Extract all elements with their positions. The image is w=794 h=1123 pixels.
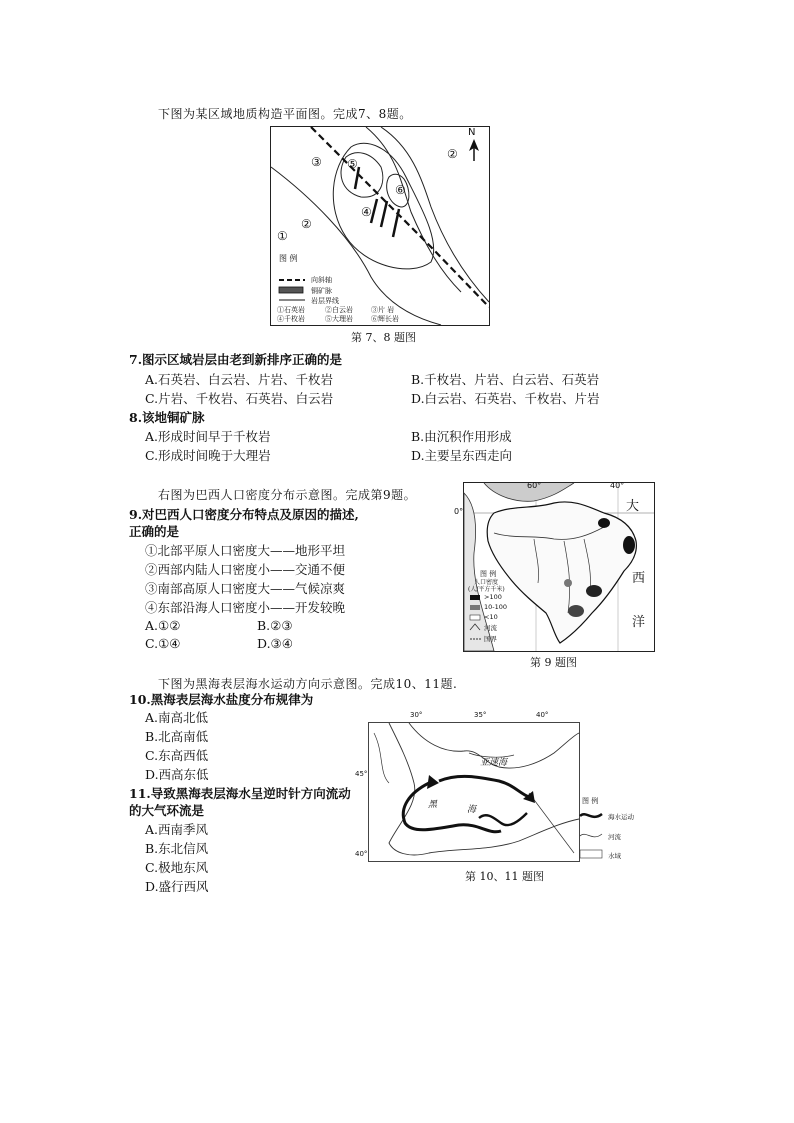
legend-unit: (人/平方千米) (468, 586, 505, 593)
q11-option-d: D.盛行西风 (145, 879, 209, 894)
q11-stem-line2: 的大气环流是 (129, 803, 205, 818)
q9-option-b: B.②③ (257, 618, 293, 633)
black-sea-label-1: 黑 (428, 800, 438, 810)
legend-high-label: >100 (484, 593, 502, 601)
q9-option-c: C.①④ (145, 636, 181, 651)
lon-label-40: 40° (610, 481, 625, 490)
legend-syncline-label: 向斜轴 (311, 276, 332, 284)
legend-river-symbol (580, 834, 602, 837)
q7-option-d: D.白云岩、石英岩、千枚岩、片岩 (411, 391, 600, 406)
q8-option-a: A.形成时间早于千枚岩 (145, 429, 271, 444)
legend-high-symbol (470, 595, 480, 600)
legend-current-symbol (580, 814, 602, 817)
current-arrow-east (439, 776, 529, 797)
legend-border-label: 国界 (484, 635, 497, 643)
lat-label-0: 0° (454, 507, 464, 516)
q11-stem-line1: 11.导致黑海表层海水呈逆时针方向流动 (129, 786, 351, 801)
q10-option-a: A.南高北低 (145, 710, 209, 725)
density-high-southeast (586, 585, 602, 597)
q7-stem: 7.图示区域岩层由老到新排序正确的是 (129, 352, 343, 367)
zone-label: ② (301, 217, 312, 231)
legend-copper-label: 铜矿脉 (311, 287, 332, 295)
legend-water-symbol (580, 850, 602, 858)
current-arrow-west (403, 783, 501, 832)
sea-legend-symbols (578, 808, 606, 868)
zone-label: ④ (361, 205, 372, 219)
black-sea-label-2: 海 (467, 805, 477, 815)
q11-option-b: B.东北信风 (145, 841, 209, 856)
q9-statement-2: ②西部内陆人口密度小——交通不便 (145, 562, 346, 577)
river (529, 793, 574, 853)
legend-rock: ⑤大理岩 (325, 315, 353, 323)
legend-copper-symbol (279, 287, 303, 293)
lon-label-30: 30° (410, 711, 423, 719)
river (374, 733, 389, 783)
intro-10-11: 下图为黑海表层海水运动方向示意图。完成10、11题. (158, 677, 458, 691)
brazil-outline (487, 502, 636, 643)
density-high-north (598, 518, 610, 528)
current-arrow-south (479, 813, 527, 825)
sea-legend-title: 图 例 (582, 797, 599, 805)
syncline-axis (311, 127, 489, 307)
sea-map-caption: 第 10、11 题图 (465, 870, 544, 883)
q7-option-a: A.石英岩、白云岩、片岩、千枚岩 (145, 372, 334, 387)
rock-boundary-outer (271, 167, 441, 325)
q9-statement-4: ④东部沿海人口密度小——开发较晚 (145, 600, 346, 615)
sea-legend-water: 水域 (608, 852, 621, 860)
legend-rock: ⑥辉长岩 (371, 315, 399, 323)
zone-label: ⑤ (347, 157, 358, 171)
legend-low-symbol (470, 615, 480, 620)
legend-river-label: 河流 (484, 624, 497, 632)
q9-statement-1: ①北部平原人口密度大——地形平坦 (145, 543, 346, 558)
copper-vein (371, 199, 377, 223)
legend-subtitle: 人口密度 (474, 579, 499, 586)
q7-option-c: C.片岩、千枚岩、石英岩、白云岩 (145, 391, 334, 406)
q9-option-d: D.③④ (257, 636, 293, 651)
density-high-northeast (623, 536, 635, 554)
zone-label: ⑥ (395, 183, 406, 197)
legend-boundary-label: 岩层界线 (311, 297, 339, 305)
legend-mid-symbol (470, 605, 480, 610)
geology-map (270, 126, 490, 326)
current-arrowhead (427, 775, 439, 789)
legend-title: 图 例 (480, 570, 497, 578)
density-mid (564, 579, 572, 587)
legend-title: 图 例 (279, 254, 298, 263)
q11-option-a: A.西南季风 (145, 822, 209, 837)
ocean-label: 西 (632, 571, 646, 586)
sea-legend-current: 海水运动 (608, 813, 634, 821)
q9-statement-3: ③南部高原人口密度大——气候凉爽 (145, 581, 346, 596)
lat-label-45: 45° (355, 770, 368, 778)
zone-label: ② (447, 147, 458, 161)
current-arrowhead (523, 791, 535, 803)
q8-option-c: C.形成时间晚于大理岩 (145, 448, 271, 463)
legend-rock: ④千枚岩 (277, 315, 305, 323)
q9-option-a: A.①② (145, 618, 181, 633)
q10-option-c: C.东高西低 (145, 748, 209, 763)
legend-mid-label: 10-100 (484, 603, 508, 611)
q9-stem-line1: 9.对巴西人口密度分布特点及原因的描述, (129, 507, 359, 522)
q10-option-b: B.北高南低 (145, 729, 209, 744)
density-mid-south (568, 605, 584, 617)
q10-option-d: D.西高东低 (145, 767, 209, 782)
black-sea-map (368, 722, 580, 862)
intro-9: 右图为巴西人口密度分布示意图。完成第9题。 (158, 488, 417, 502)
black-sea-drawing (369, 723, 579, 861)
q8-option-b: B.由沉积作用形成 (411, 429, 512, 444)
intro-7-8: 下图为某区域地质构造平面图。完成7、8题。 (158, 107, 412, 121)
zone-label: ① (277, 229, 288, 243)
sea-legend-river: 河流 (608, 833, 621, 841)
legend-rock: ①石英岩 (277, 306, 305, 314)
lat-label-40: 40° (355, 850, 368, 858)
lon-label-60: 60° (527, 481, 542, 490)
legend-rock: ③片 岩 (371, 306, 395, 314)
legend-low-label: <10 (484, 613, 498, 621)
north-label: N (468, 127, 476, 138)
q9-stem-line2: 正确的是 (129, 524, 180, 539)
lon-label-40: 40° (536, 711, 549, 719)
legend-rock: ②白云岩 (325, 306, 353, 314)
brazil-map-caption: 第 9 题图 (530, 656, 577, 669)
ocean-label: 大 (626, 499, 640, 514)
lon-label-35: 35° (474, 711, 487, 719)
zone-label: ③ (311, 155, 322, 169)
azov-sea-label: 亚速海 (480, 758, 508, 768)
copper-vein (381, 201, 387, 227)
q7-option-b: B.千枚岩、片岩、白云岩、石英岩 (411, 372, 600, 387)
ocean-label: 洋 (632, 615, 646, 630)
q8-option-d: D.主要呈东西走向 (411, 448, 513, 463)
q10-stem: 10.黑海表层海水盐度分布规律为 (129, 692, 314, 707)
geology-map-caption: 第 7、8 题图 (351, 331, 416, 344)
brazil-map (454, 481, 655, 652)
q8-stem: 8.该地铜矿脉 (129, 410, 205, 425)
q11-option-c: C.极地东风 (145, 860, 209, 875)
